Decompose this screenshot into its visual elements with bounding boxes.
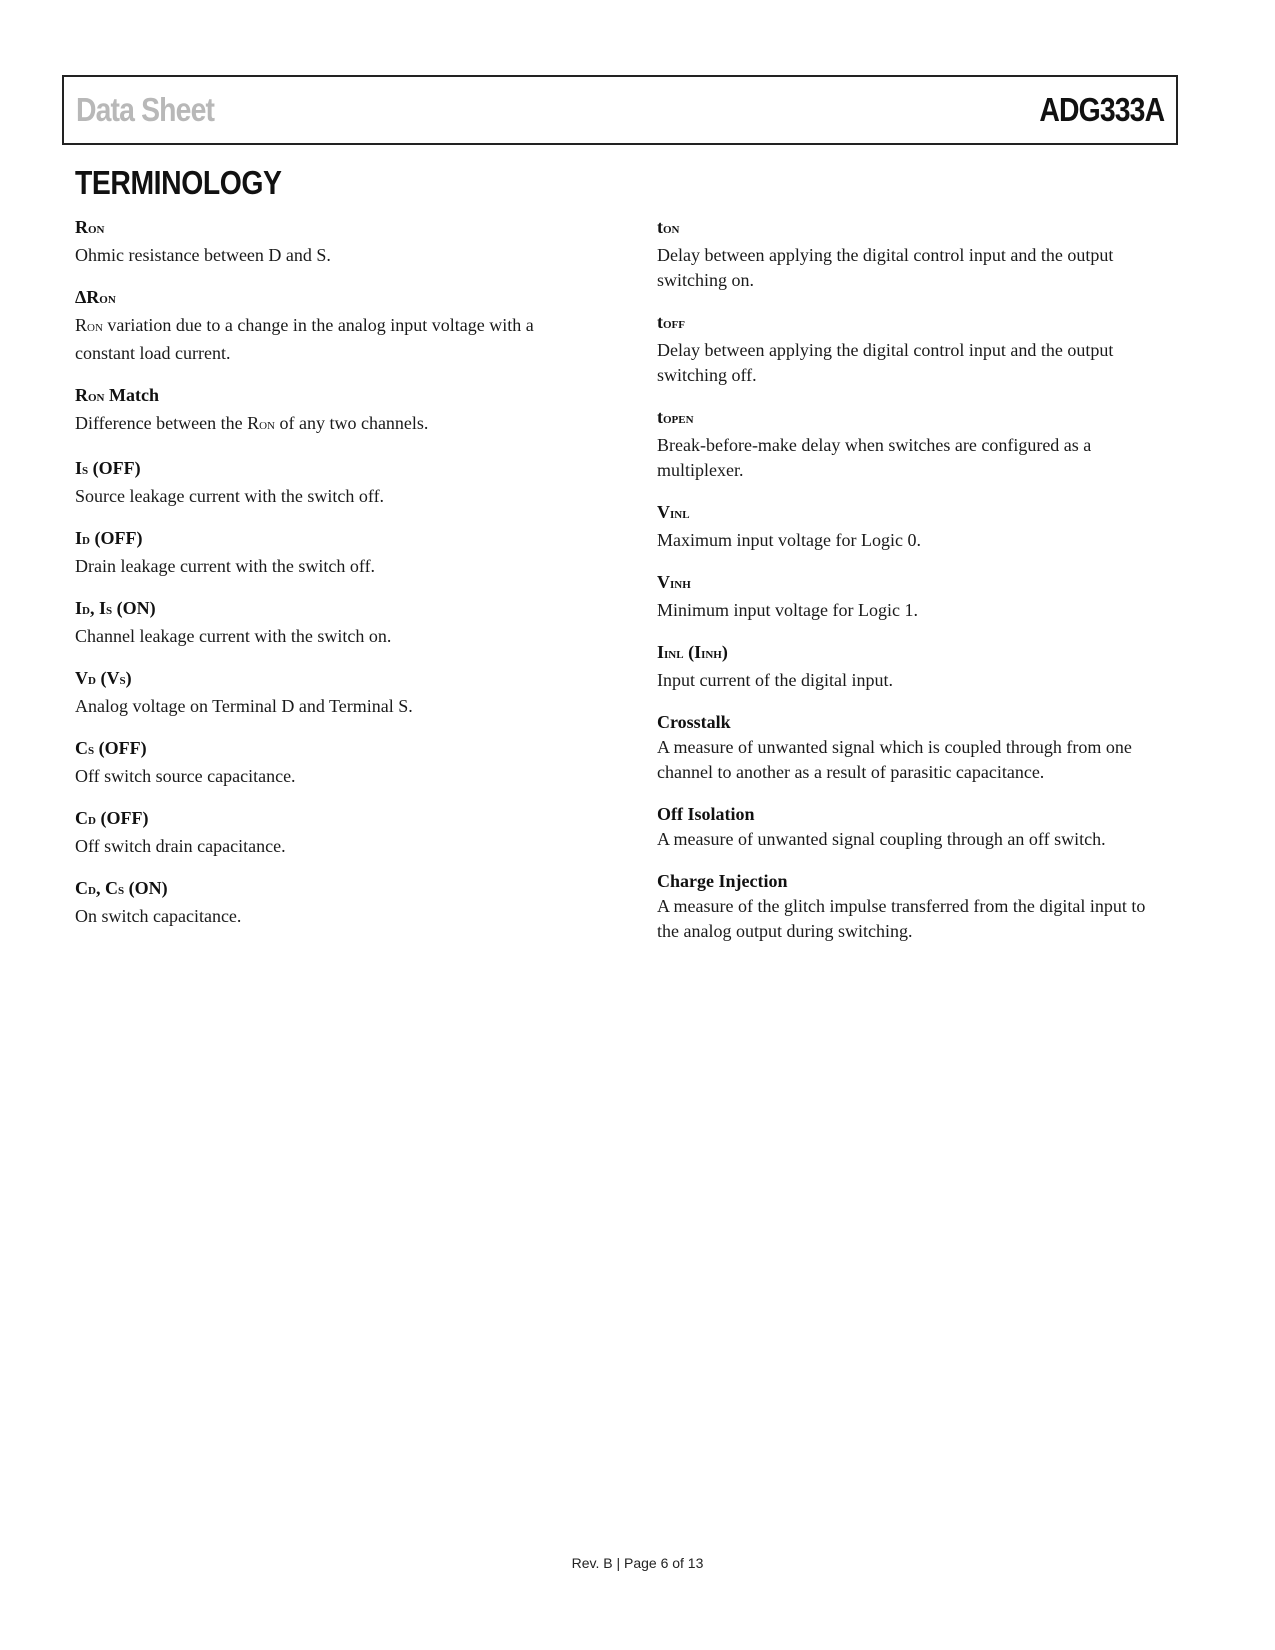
term-name [75, 526, 585, 554]
term-entry [657, 405, 1167, 483]
term-definition [75, 313, 585, 366]
term-entry [75, 285, 585, 366]
term-name-part: V [75, 668, 88, 688]
term-definition [657, 668, 1167, 693]
term-name-part: S [82, 465, 89, 477]
term-name-part: S [117, 885, 125, 897]
term-name-part: C [75, 808, 88, 828]
term-definition [657, 528, 1167, 553]
term-definition-part: Minimum input voltage for Logic 1. [657, 600, 918, 620]
term-name [657, 405, 1167, 433]
term-name [657, 640, 1167, 668]
term-entry [75, 215, 585, 268]
term-entry [657, 640, 1167, 693]
term-entry [75, 383, 585, 439]
term-name-part: Match [104, 385, 159, 405]
term-entry [75, 666, 585, 719]
term-name-part: (OFF) [88, 458, 141, 478]
term-entry [657, 710, 1167, 785]
term-name [75, 736, 585, 764]
term-definition [75, 243, 585, 268]
term-name-part: INL [664, 649, 684, 661]
term-name-part: I [75, 598, 83, 618]
term-name-part: (ON) [124, 878, 168, 898]
term-name-part: INH [670, 579, 691, 591]
term-name-part: D [88, 675, 96, 687]
term-name-part: C [75, 738, 88, 758]
term-name-part: , I [89, 598, 106, 618]
term-definition [75, 904, 585, 929]
term-name-part: D [88, 815, 96, 827]
term-definition [657, 894, 1167, 944]
term-definition-part: Off switch drain capacitance. [75, 836, 286, 856]
term-entry [75, 876, 585, 929]
term-definition-part: Delay between applying the digital control input and the output switching off. [657, 340, 1114, 385]
term-name-part: INL [670, 509, 690, 521]
part-number: ADG333A [1039, 91, 1164, 128]
section-title: TERMINOLOGY [75, 164, 282, 201]
term-name-part: ) [721, 642, 728, 662]
term-name [657, 310, 1167, 338]
term-definition [657, 338, 1167, 388]
term-name-part: S [119, 675, 126, 687]
term-definition [657, 598, 1167, 623]
term-entry [75, 736, 585, 789]
term-definition-part: ON [87, 322, 103, 334]
term-definition [657, 433, 1167, 483]
term-name-part: S [105, 605, 113, 617]
term-entry [657, 802, 1167, 852]
term-definition-part: variation due to a change in the analog input voltage with a constant load current. [75, 315, 534, 363]
term-definition-part: A measure of the glitch impulse transferred from the digital input to the analog output during switching. [657, 896, 1146, 941]
term-name [75, 285, 585, 313]
term-definition-part: Input current of the digital input. [657, 670, 893, 690]
term-definition-part: Ohmic resistance between D and S. [75, 245, 331, 265]
term-name [657, 570, 1167, 598]
term-name-part: OFF [663, 319, 685, 331]
term-name-part: Off Isolation [657, 804, 755, 824]
term-definition [75, 484, 585, 509]
term-name-part: D [82, 605, 90, 617]
term-name-part: t [657, 312, 663, 332]
term-name-part: (OFF) [95, 808, 149, 828]
term-definition-part: Drain leakage current with the switch off. [75, 556, 376, 576]
term-definition [75, 411, 585, 439]
term-name-part: OPEN [663, 414, 694, 426]
term-entry [657, 310, 1167, 388]
term-definition-part: On switch capacitance. [75, 906, 242, 926]
terms-column-right [657, 215, 1167, 961]
term-name-part: C [75, 878, 88, 898]
term-definition-part: Analog voltage on Terminal D and Terminal S. [75, 696, 413, 716]
term-name [75, 383, 585, 411]
term-definition [75, 834, 585, 859]
term-name-part: I [75, 528, 83, 548]
term-name-part: V [657, 572, 670, 592]
term-definition-part: ON [259, 420, 275, 432]
term-name-part: t [657, 217, 663, 237]
term-definition-part: of any two channels. [274, 413, 429, 433]
term-name [75, 596, 585, 624]
term-definition [657, 735, 1167, 785]
term-definition [657, 243, 1167, 293]
term-name-part: (ON) [112, 598, 156, 618]
term-name [657, 500, 1167, 528]
term-entry [657, 570, 1167, 623]
term-definition [75, 624, 585, 649]
term-name-part: Crosstalk [657, 712, 731, 732]
term-name-part: t [657, 407, 663, 427]
term-definition [75, 694, 585, 719]
term-definition-part: Source leakage current with the switch off. [75, 486, 385, 506]
term-definition-part: A measure of unwanted signal coupling through an off switch. [657, 829, 1106, 849]
terms-column-left [75, 215, 585, 946]
term-definition [657, 827, 1167, 852]
term-name [75, 666, 585, 694]
page-header [62, 75, 1178, 145]
term-entry [75, 596, 585, 649]
term-name-part: ΔR [75, 287, 100, 307]
doc-type-label: Data Sheet [76, 91, 215, 128]
term-definition-part: Off switch source capacitance. [75, 766, 296, 786]
term-name [75, 456, 585, 484]
term-name-part: ON [99, 294, 116, 306]
term-name-part: V [657, 502, 670, 522]
term-entry [657, 500, 1167, 553]
term-name [75, 876, 585, 904]
term-definition-part: A measure of unwanted signal which is coupled through from one channel to another as a result of parasitic capacitance. [657, 737, 1132, 782]
term-name-part: D [88, 885, 96, 897]
term-name-part: (I [683, 642, 702, 662]
term-name [657, 869, 1167, 894]
term-name [657, 215, 1167, 243]
term-name-part: INH [701, 649, 722, 661]
term-name-part: (OFF) [94, 738, 147, 758]
term-name [657, 802, 1167, 827]
term-definition [75, 554, 585, 579]
term-name-part: Charge Injection [657, 871, 788, 891]
term-name [75, 215, 585, 243]
term-name-part: , C [95, 878, 118, 898]
term-name-part: ON [88, 392, 105, 404]
term-entry [657, 215, 1167, 293]
term-name-part: R [75, 385, 88, 405]
term-name [657, 710, 1167, 735]
term-name-part: (OFF) [89, 528, 143, 548]
term-entry [657, 869, 1167, 944]
page-footer: Rev. B | Page 6 of 13 [571, 1555, 704, 1571]
term-name-part: ON [88, 224, 105, 236]
term-definition-part: Break-before-make delay when switches are configured as a multiplexer. [657, 435, 1092, 480]
term-entry [75, 806, 585, 859]
term-name-part: (V [95, 668, 120, 688]
term-definition-part: Difference between the R [75, 413, 260, 433]
term-name-part: S [88, 745, 95, 757]
term-definition-part: R [75, 315, 88, 335]
term-definition-part: Maximum input voltage for Logic 0. [657, 530, 921, 550]
term-name-part: R [75, 217, 88, 237]
term-definition [75, 764, 585, 789]
term-entry [75, 526, 585, 579]
term-name-part: I [657, 642, 665, 662]
term-name-part: D [82, 535, 90, 547]
term-entry [75, 456, 585, 509]
term-name-part: ) [125, 668, 132, 688]
term-name-part: I [75, 458, 83, 478]
term-definition-part: Delay between applying the digital control input and the output switching on. [657, 245, 1114, 290]
term-definition-part: Channel leakage current with the switch on. [75, 626, 392, 646]
term-name-part: ON [663, 224, 680, 236]
term-name [75, 806, 585, 834]
